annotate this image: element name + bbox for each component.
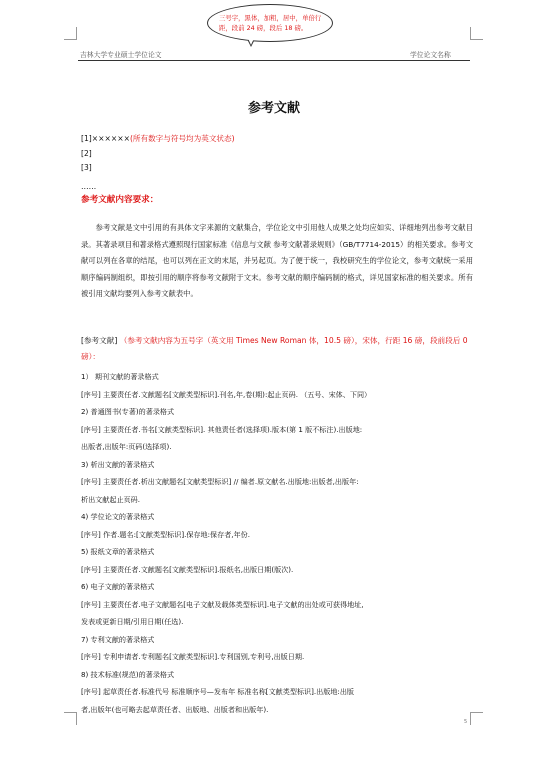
reference-item bbox=[81, 132, 235, 147]
sample-heading bbox=[81, 333, 473, 365]
list-item: 发表或更新日期/引用日期(任选). bbox=[81, 617, 184, 626]
list-item: [序号] 专利申请者.专利题名[文献类型标识].专利国别,专利号,出版日期. bbox=[81, 652, 305, 661]
list-item: [序号] 主要责任者.电子文献题名[电子文献及载体类型标识].电子文献的出处或可获得地址, bbox=[81, 599, 364, 609]
sample-heading-label: [参考文献] bbox=[81, 336, 118, 345]
reference-list bbox=[81, 132, 235, 176]
requirements-heading: 参考文献内容要求： bbox=[81, 195, 159, 205]
crop-mark-bottom-left bbox=[64, 712, 77, 725]
running-header-left: 吉林大学专业硕士学位论文 bbox=[80, 51, 162, 59]
ellipsis: …… bbox=[81, 182, 97, 191]
list-item: 8) 技术标准(规范)的著录格式 bbox=[81, 669, 175, 679]
reference-label: [2] bbox=[81, 148, 92, 158]
list-item: 2) 普通图书(专著)的著录格式 bbox=[81, 407, 175, 416]
crop-mark-top-left bbox=[64, 27, 77, 40]
requirements-paragraph: 参考文献是文中引用的有具体文字来源的文献集合，学位论文中引用他人成果之处均应如实、详细地列出参考文献目录。其著录项目和著录格式遵照现行国家标准《信息与文献 参考文献著录规则》（GB/T7714-2015）的相关要求。参考文献可以列在各章的结尾，也可以列在正文的末尾，并另起页。为了便于统一，我校研究生的学位论文，参考文献统一采用顺序编码制组织，即按引用的顺序将参考文献附于文末。参考文献的顺序编码制的格式，详见国家标准的相关要求。所有被引用文献均要列入参考文献表中。 bbox=[81, 223, 473, 298]
list-item: 4) 学位论文的著录格式 bbox=[81, 512, 155, 521]
page-number: 5 bbox=[464, 719, 468, 725]
list-item: 6) 电子文献的著录格式 bbox=[81, 582, 155, 591]
reference-note: (所有数字与符号均为英文状态) bbox=[129, 134, 235, 143]
list-item: [序号] 起草责任者.标准代号 标准顺序号—发布年 标准名称[文献类型标识].出版地:出版 bbox=[81, 687, 355, 696]
list-item: 3) 析出文献的著录格式 bbox=[81, 459, 155, 469]
header-rule bbox=[78, 60, 470, 61]
list-item: [序号] 主要责任者.析出文献题名[文献类型标识] // 编者.原文献名.出版地:出版者,出版年: bbox=[81, 477, 359, 486]
reference-item bbox=[81, 147, 235, 162]
list-item: 者,出版年(也可略去起草责任者、出版地、出版者和出版年). bbox=[81, 704, 269, 714]
list-item: [序号] 主要责任者.文献题名[文献类型标识].报纸名,出版日期(版次). bbox=[81, 564, 294, 574]
crop-mark-top-right bbox=[470, 27, 483, 40]
list-item: [序号] 主要责任者.文献题名[文献类型标识].刊名,年,卷(期):起止页码. （五号、宋体、下同） bbox=[81, 389, 372, 399]
list-item: 析出文献起止页码. bbox=[81, 494, 141, 504]
reference-item bbox=[81, 161, 235, 176]
format-list bbox=[81, 368, 473, 718]
list-item: 出版者,出版年:页码(选择项). bbox=[81, 442, 172, 451]
callout-text: 三号字，黑体，加粗，居中，单倍行距，段前 24 磅，段后 18 磅。 bbox=[219, 14, 322, 32]
reference-label: [1]×××××× bbox=[81, 134, 130, 143]
reference-label: [3] bbox=[81, 163, 92, 172]
list-item: 5) 报纸文章的著录格式 bbox=[81, 547, 155, 556]
list-item: 7) 专利文献的著录格式 bbox=[81, 634, 155, 644]
list-item: [序号] 作者.题名:[文献类型标识].保存地:保存者,年份. bbox=[81, 529, 250, 539]
sample-heading-note: （参考文献内容为五号字（英文用 Times New Roman 体，10.5 磅），宋体，行距 16 磅，段前段后 0 磅）： bbox=[81, 336, 468, 361]
running-header-right: 学位论文名称 bbox=[410, 51, 451, 59]
list-item: [序号] 主要责任者.书名[文献类型标识]. 其他责任者(选择项).版本(第 1 版不标注).出版地: bbox=[81, 424, 363, 434]
list-item: 1） 期刊文献的著录格式 bbox=[81, 372, 159, 381]
page-title: 参考文献 bbox=[247, 101, 300, 116]
